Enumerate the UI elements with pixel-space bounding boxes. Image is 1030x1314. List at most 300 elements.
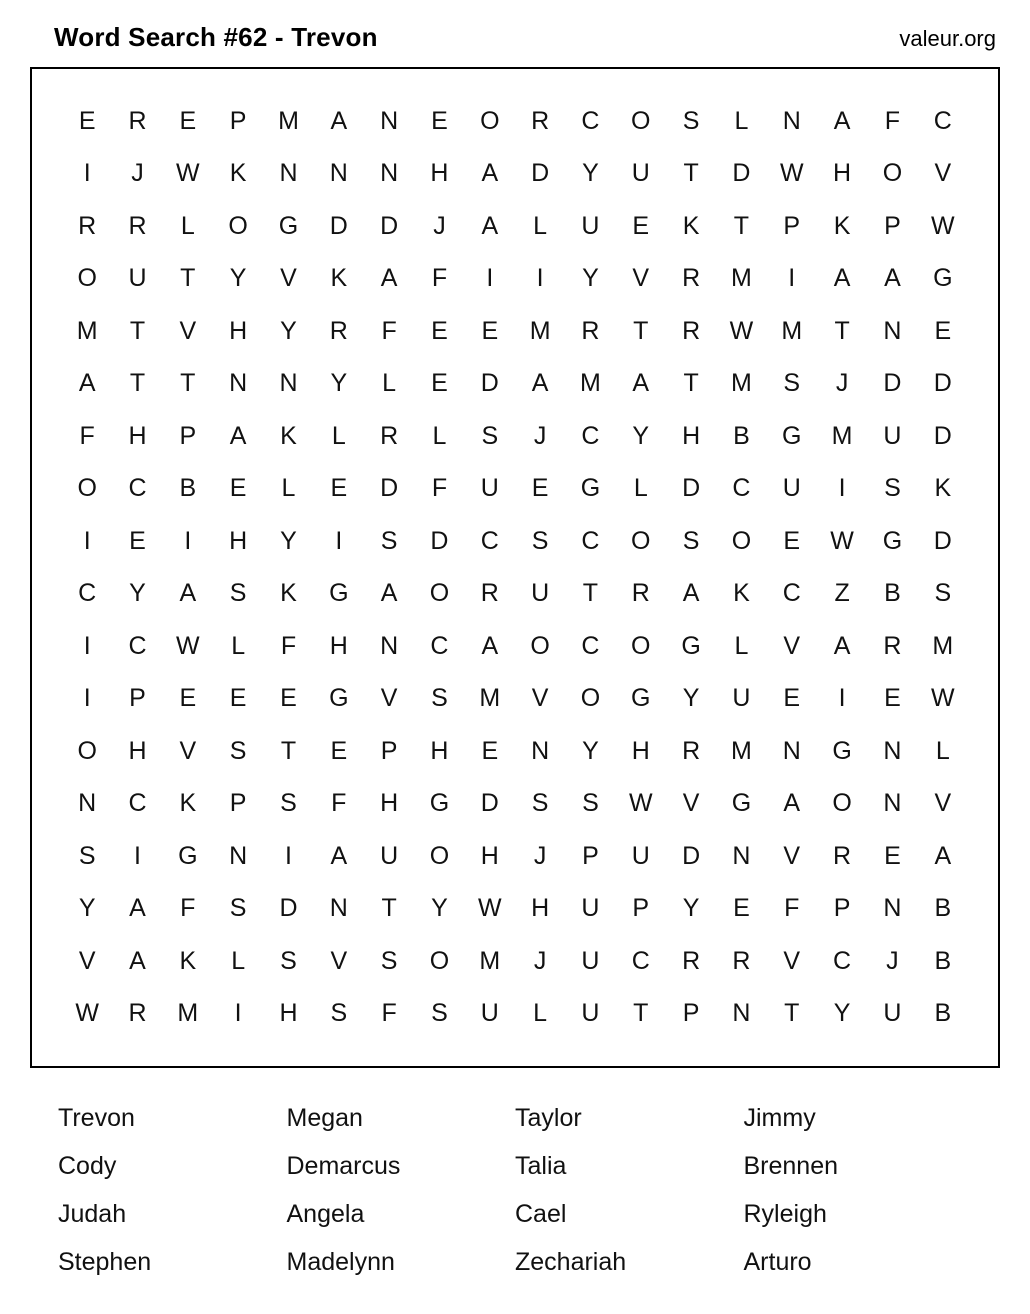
grid-cell[interactable]: M (177, 999, 199, 1028)
grid-cell[interactable]: N (229, 369, 248, 398)
grid-cell[interactable]: H (531, 894, 550, 923)
grid-cell[interactable]: H (329, 631, 348, 660)
grid-cell[interactable]: M (479, 684, 501, 713)
grid-cell[interactable]: R (78, 211, 97, 240)
grid-cell[interactable]: U (128, 264, 147, 293)
grid-cell[interactable]: O (77, 474, 97, 503)
grid-cell[interactable]: D (430, 526, 449, 555)
grid-cell[interactable]: T (582, 579, 599, 608)
grid-cell[interactable]: P (582, 841, 599, 870)
grid-cell[interactable]: K (833, 211, 851, 240)
grid-cell[interactable]: E (431, 106, 448, 135)
grid-cell[interactable]: R (480, 579, 499, 608)
grid-cell[interactable]: G (278, 211, 299, 240)
grid-cell[interactable]: U (732, 684, 751, 713)
word-list-item[interactable]: Trevon (58, 1104, 135, 1132)
grid-cell[interactable]: E (733, 894, 750, 923)
grid-cell[interactable]: J (533, 841, 547, 870)
grid-cell[interactable]: C (128, 474, 147, 503)
grid-cell[interactable]: E (632, 211, 650, 240)
word-list-item[interactable]: Brennen (743, 1152, 839, 1180)
grid-cell[interactable]: C (581, 106, 600, 135)
grid-cell[interactable]: M (781, 316, 803, 345)
grid-cell[interactable]: V (934, 159, 952, 188)
grid-cell[interactable]: V (380, 684, 398, 713)
grid-cell[interactable]: R (732, 946, 751, 975)
grid-cell[interactable]: R (682, 316, 701, 345)
grid-cell[interactable]: R (128, 999, 147, 1028)
grid-cell[interactable]: O (631, 106, 651, 135)
grid-cell[interactable]: T (683, 159, 699, 188)
grid-cell[interactable]: C (430, 631, 449, 660)
grid-cell[interactable]: S (783, 369, 801, 398)
grid-cell[interactable]: A (833, 264, 851, 293)
grid-cell[interactable]: I (134, 841, 141, 870)
grid-cell[interactable]: E (280, 684, 297, 713)
grid-cell[interactable]: G (631, 684, 651, 713)
grid-cell[interactable]: W (729, 316, 754, 345)
grid-cell[interactable]: U (581, 894, 600, 923)
grid-cell[interactable]: S (431, 684, 448, 713)
grid-cell[interactable]: N (380, 106, 399, 135)
grid-cell[interactable]: H (229, 316, 248, 345)
grid-cell[interactable]: C (581, 631, 600, 660)
grid-cell[interactable]: A (330, 841, 348, 870)
grid-cell[interactable]: I (83, 684, 91, 713)
grid-cell[interactable]: E (884, 841, 901, 870)
grid-cell[interactable]: V (783, 631, 801, 660)
grid-cell[interactable]: R (128, 106, 147, 135)
grid-cell[interactable]: G (178, 841, 198, 870)
grid-cell[interactable]: H (128, 736, 147, 765)
grid-cell[interactable]: U (480, 474, 499, 503)
grid-cell[interactable]: V (179, 736, 197, 765)
word-list-item[interactable]: Megan (286, 1104, 363, 1132)
grid-cell[interactable]: S (380, 946, 398, 975)
grid-cell[interactable]: E (481, 316, 499, 345)
grid-cell[interactable]: A (78, 369, 96, 398)
grid-cell[interactable]: D (682, 841, 701, 870)
grid-cell[interactable]: V (783, 946, 801, 975)
grid-cell[interactable]: D (883, 369, 902, 398)
grid-cell[interactable]: F (381, 999, 397, 1028)
grid-cell[interactable]: W (930, 684, 955, 713)
grid-cell[interactable]: A (632, 369, 650, 398)
grid-cell[interactable]: S (531, 789, 549, 818)
grid-cell[interactable]: P (632, 894, 650, 923)
grid-cell[interactable]: T (683, 369, 699, 398)
grid-cell[interactable]: U (581, 211, 600, 240)
grid-cell[interactable]: N (782, 106, 801, 135)
grid-cell[interactable]: D (279, 894, 298, 923)
word-list-item[interactable]: Talia (515, 1152, 567, 1180)
grid-cell[interactable]: R (581, 316, 600, 345)
grid-cell[interactable]: Y (280, 316, 297, 345)
grid-cell[interactable]: T (633, 999, 649, 1028)
grid-cell[interactable]: G (580, 474, 601, 503)
grid-cell[interactable]: S (330, 999, 348, 1028)
grid-cell[interactable]: M (731, 736, 752, 765)
grid-cell[interactable]: M (278, 106, 299, 135)
grid-cell[interactable]: L (231, 946, 246, 975)
grid-cell[interactable]: Y (229, 264, 247, 293)
grid-cell[interactable]: O (882, 159, 903, 188)
grid-cell[interactable]: V (280, 264, 297, 293)
grid-cell[interactable]: D (732, 159, 751, 188)
grid-cell[interactable]: R (531, 106, 550, 135)
grid-cell[interactable]: Y (582, 159, 599, 188)
grid-cell[interactable]: E (179, 106, 197, 135)
grid-cell[interactable]: T (733, 211, 750, 240)
grid-cell[interactable]: T (129, 316, 146, 345)
grid-cell[interactable]: G (782, 421, 802, 450)
grid-cell[interactable]: S (481, 421, 499, 450)
grid-cell[interactable]: M (731, 369, 752, 398)
grid-cell[interactable]: P (229, 106, 247, 135)
grid-cell[interactable]: N (883, 736, 902, 765)
grid-cell[interactable]: H (430, 736, 449, 765)
grid-cell[interactable]: K (733, 579, 750, 608)
grid-cell[interactable]: G (329, 579, 349, 608)
grid-cell[interactable]: S (78, 841, 96, 870)
grid-cell[interactable]: D (933, 526, 952, 555)
grid-cell[interactable]: P (229, 789, 247, 818)
word-list-item[interactable]: Cody (58, 1152, 117, 1180)
grid-cell[interactable]: N (782, 736, 801, 765)
word-list-item[interactable]: Judah (58, 1200, 127, 1228)
grid-cell[interactable]: J (131, 159, 144, 188)
grid-cell[interactable]: K (330, 264, 348, 293)
grid-cell[interactable]: D (380, 474, 399, 503)
grid-cell[interactable]: O (530, 631, 550, 660)
grid-cell[interactable]: N (732, 841, 751, 870)
grid-cell[interactable]: O (429, 946, 450, 975)
grid-cell[interactable]: Y (330, 369, 348, 398)
grid-cell[interactable]: E (330, 474, 348, 503)
grid-cell[interactable]: A (380, 579, 398, 608)
grid-cell[interactable]: L (533, 999, 548, 1028)
grid-cell[interactable]: O (832, 789, 852, 818)
grid-cell[interactable]: P (783, 211, 801, 240)
word-list-item[interactable]: Jimmy (743, 1104, 816, 1132)
grid-cell[interactable]: B (179, 474, 197, 503)
grid-cell[interactable]: I (83, 526, 91, 555)
grid-cell[interactable]: P (884, 211, 901, 240)
grid-cell[interactable]: I (838, 474, 846, 503)
grid-cell[interactable]: W (628, 789, 653, 818)
grid-cell[interactable]: N (531, 736, 550, 765)
grid-cell[interactable]: H (631, 736, 650, 765)
grid-cell[interactable]: A (179, 579, 197, 608)
grid-cell[interactable]: L (180, 211, 195, 240)
grid-cell[interactable]: D (380, 211, 399, 240)
grid-cell[interactable]: W (477, 894, 502, 923)
grid-cell[interactable]: D (682, 474, 701, 503)
grid-cell[interactable]: I (234, 999, 242, 1028)
grid-cell[interactable]: A (229, 421, 247, 450)
grid-cell[interactable]: D (480, 789, 499, 818)
grid-cell[interactable]: R (380, 421, 399, 450)
grid-cell[interactable]: C (833, 946, 852, 975)
grid-cell[interactable]: K (934, 474, 952, 503)
grid-cell[interactable]: G (731, 789, 752, 818)
grid-cell[interactable]: S (531, 526, 549, 555)
grid-cell[interactable]: L (281, 474, 296, 503)
grid-cell[interactable]: A (129, 946, 146, 975)
grid-cell[interactable]: A (783, 789, 801, 818)
grid-cell[interactable]: K (179, 946, 197, 975)
grid-cell[interactable]: N (883, 316, 902, 345)
grid-cell[interactable]: F (331, 789, 347, 818)
grid-cell[interactable]: E (179, 684, 197, 713)
grid-cell[interactable]: F (784, 894, 800, 923)
grid-cell[interactable]: A (833, 106, 851, 135)
word-list-item[interactable]: Angela (286, 1200, 365, 1228)
grid-cell[interactable]: M (76, 316, 98, 345)
grid-cell[interactable]: A (481, 631, 499, 660)
word-list-item[interactable]: Arturo (743, 1248, 812, 1276)
grid-cell[interactable]: J (533, 946, 547, 975)
grid-cell[interactable]: W (830, 526, 854, 555)
grid-cell[interactable]: P (682, 999, 700, 1028)
grid-cell[interactable]: U (883, 421, 902, 450)
grid-cell[interactable]: M (831, 421, 853, 450)
grid-cell[interactable]: S (682, 106, 700, 135)
grid-cell[interactable]: A (884, 264, 901, 293)
grid-cell[interactable]: I (83, 631, 91, 660)
grid-cell[interactable]: H (380, 789, 399, 818)
grid-cell[interactable]: L (633, 474, 648, 503)
grid-cell[interactable]: L (935, 736, 950, 765)
grid-cell[interactable]: W (176, 159, 200, 188)
grid-cell[interactable]: S (934, 579, 952, 608)
grid-cell[interactable]: R (883, 631, 902, 660)
grid-cell[interactable]: V (632, 264, 650, 293)
grid-cell[interactable]: D (329, 211, 348, 240)
grid-cell[interactable]: E (884, 684, 901, 713)
grid-cell[interactable]: D (531, 159, 550, 188)
grid-cell[interactable]: K (280, 421, 297, 450)
grid-cell[interactable]: S (380, 526, 398, 555)
grid-cell[interactable]: Z (834, 579, 850, 608)
grid-cell[interactable]: C (128, 631, 147, 660)
grid-cell[interactable]: T (129, 369, 146, 398)
grid-cell[interactable]: P (380, 736, 398, 765)
grid-cell[interactable]: E (431, 369, 448, 398)
grid-cell[interactable]: H (229, 526, 248, 555)
grid-cell[interactable]: F (381, 316, 397, 345)
grid-cell[interactable]: S (229, 736, 247, 765)
grid-cell[interactable]: T (280, 736, 297, 765)
grid-cell[interactable]: G (429, 789, 450, 818)
grid-cell[interactable]: O (429, 841, 450, 870)
grid-cell[interactable]: D (933, 369, 952, 398)
grid-cell[interactable]: O (77, 736, 97, 765)
grid-cell[interactable]: Y (78, 894, 96, 923)
grid-cell[interactable]: A (129, 894, 146, 923)
grid-cell[interactable]: I (486, 264, 494, 293)
grid-cell[interactable]: U (631, 841, 650, 870)
grid-cell[interactable]: N (329, 894, 348, 923)
grid-cell[interactable]: E (229, 684, 247, 713)
grid-cell[interactable]: D (480, 369, 499, 398)
grid-cell[interactable]: N (380, 159, 399, 188)
grid-cell[interactable]: K (280, 579, 297, 608)
grid-cell[interactable]: H (279, 999, 298, 1028)
grid-cell[interactable]: G (832, 736, 852, 765)
word-list-item[interactable]: Stephen (58, 1248, 152, 1276)
word-list-item[interactable]: Ryleigh (743, 1200, 827, 1228)
grid-cell[interactable]: F (79, 421, 95, 450)
grid-cell[interactable]: J (433, 211, 446, 240)
grid-cell[interactable]: T (784, 999, 800, 1028)
grid-cell[interactable]: C (581, 421, 600, 450)
grid-cell[interactable]: B (934, 999, 952, 1028)
grid-cell[interactable]: K (179, 789, 197, 818)
grid-cell[interactable]: N (229, 841, 248, 870)
grid-cell[interactable]: R (682, 264, 701, 293)
grid-cell[interactable]: A (481, 159, 499, 188)
grid-cell[interactable]: W (75, 999, 99, 1028)
grid-cell[interactable]: T (633, 316, 649, 345)
grid-cell[interactable]: G (882, 526, 903, 555)
grid-cell[interactable]: E (481, 736, 499, 765)
grid-cell[interactable]: F (280, 631, 297, 660)
grid-cell[interactable]: U (782, 474, 801, 503)
grid-cell[interactable]: C (480, 526, 499, 555)
grid-cell[interactable]: E (330, 736, 348, 765)
grid-cell[interactable]: I (536, 264, 544, 293)
grid-cell[interactable]: C (78, 579, 97, 608)
grid-cell[interactable]: W (779, 159, 804, 188)
grid-cell[interactable]: L (331, 421, 346, 450)
grid-cell[interactable]: A (531, 369, 549, 398)
grid-cell[interactable]: A (682, 579, 700, 608)
grid-cell[interactable]: E (783, 684, 801, 713)
grid-cell[interactable]: K (229, 159, 247, 188)
grid-cell[interactable]: F (431, 474, 448, 503)
grid-cell[interactable]: Y (682, 684, 700, 713)
grid-cell[interactable]: P (179, 421, 197, 450)
grid-cell[interactable]: F (180, 894, 196, 923)
grid-cell[interactable]: T (381, 894, 397, 923)
grid-cell[interactable]: H (682, 421, 701, 450)
grid-cell[interactable]: E (934, 316, 952, 345)
grid-cell[interactable]: O (228, 211, 248, 240)
grid-cell[interactable]: N (78, 789, 97, 818)
grid-cell[interactable]: V (330, 946, 348, 975)
grid-cell[interactable]: N (883, 789, 902, 818)
grid-cell[interactable]: N (883, 894, 902, 923)
grid-cell[interactable]: Y (833, 999, 851, 1028)
grid-cell[interactable]: L (734, 631, 749, 660)
grid-cell[interactable]: Y (129, 579, 146, 608)
grid-cell[interactable]: V (934, 789, 952, 818)
grid-cell[interactable]: S (280, 789, 297, 818)
grid-cell[interactable]: N (329, 159, 348, 188)
grid-cell[interactable]: P (129, 684, 146, 713)
grid-cell[interactable]: T (834, 316, 850, 345)
grid-cell[interactable]: M (932, 631, 954, 660)
grid-cell[interactable]: H (480, 841, 499, 870)
grid-cell[interactable]: E (431, 316, 448, 345)
grid-cell[interactable]: S (431, 999, 448, 1028)
grid-cell[interactable]: I (285, 841, 292, 870)
grid-cell[interactable]: M (479, 946, 501, 975)
grid-cell[interactable]: J (533, 421, 547, 450)
grid-cell[interactable]: B (934, 946, 952, 975)
grid-cell[interactable]: U (581, 999, 600, 1028)
grid-cell[interactable]: J (835, 369, 849, 398)
grid-cell[interactable]: A (833, 631, 851, 660)
grid-cell[interactable]: O (77, 264, 97, 293)
word-list-item[interactable]: Cael (515, 1200, 567, 1228)
grid-cell[interactable]: J (886, 946, 899, 975)
grid-cell[interactable]: O (631, 631, 651, 660)
grid-cell[interactable]: S (682, 526, 700, 555)
grid-cell[interactable]: C (128, 789, 147, 818)
grid-cell[interactable]: O (480, 106, 500, 135)
grid-cell[interactable]: B (884, 579, 901, 608)
grid-cell[interactable]: A (330, 106, 348, 135)
grid-cell[interactable]: L (382, 369, 397, 398)
grid-cell[interactable]: C (933, 106, 952, 135)
grid-cell[interactable]: V (531, 684, 549, 713)
grid-cell[interactable]: O (631, 526, 651, 555)
grid-cell[interactable]: L (432, 421, 447, 450)
grid-cell[interactable]: T (180, 264, 196, 293)
word-list-item[interactable]: Demarcus (286, 1152, 401, 1180)
grid-cell[interactable]: C (581, 526, 600, 555)
grid-cell[interactable]: B (733, 421, 750, 450)
grid-cell[interactable]: U (380, 841, 399, 870)
grid-cell[interactable]: F (431, 264, 448, 293)
grid-cell[interactable]: G (681, 631, 701, 660)
word-list-item[interactable]: Madelynn (286, 1248, 395, 1276)
grid-cell[interactable]: Y (682, 894, 700, 923)
grid-cell[interactable]: G (933, 264, 953, 293)
grid-cell[interactable]: S (229, 894, 247, 923)
grid-cell[interactable]: Y (582, 264, 599, 293)
grid-cell[interactable]: N (380, 631, 399, 660)
grid-cell[interactable]: R (631, 579, 650, 608)
grid-cell[interactable]: Y (280, 526, 297, 555)
grid-cell[interactable]: H (128, 421, 147, 450)
word-list-item[interactable]: Taylor (515, 1104, 582, 1132)
grid-cell[interactable]: Y (632, 421, 650, 450)
grid-cell[interactable]: I (838, 684, 846, 713)
grid-cell[interactable]: D (933, 421, 952, 450)
grid-cell[interactable]: E (531, 474, 549, 503)
grid-cell[interactable]: S (229, 579, 247, 608)
grid-cell[interactable]: W (930, 211, 955, 240)
grid-cell[interactable]: Y (582, 736, 599, 765)
grid-cell[interactable]: L (734, 106, 749, 135)
grid-cell[interactable]: S (884, 474, 901, 503)
grid-cell[interactable]: O (580, 684, 601, 713)
grid-cell[interactable]: G (329, 684, 349, 713)
grid-cell[interactable]: V (783, 841, 801, 870)
grid-cell[interactable]: S (280, 946, 297, 975)
grid-cell[interactable]: P (833, 894, 851, 923)
grid-cell[interactable]: N (279, 369, 298, 398)
grid-cell[interactable]: O (429, 579, 450, 608)
grid-cell[interactable]: I (184, 526, 192, 555)
grid-cell[interactable]: C (782, 579, 801, 608)
grid-cell[interactable]: R (128, 211, 147, 240)
grid-cell[interactable]: U (531, 579, 550, 608)
grid-cell[interactable]: A (934, 841, 952, 870)
